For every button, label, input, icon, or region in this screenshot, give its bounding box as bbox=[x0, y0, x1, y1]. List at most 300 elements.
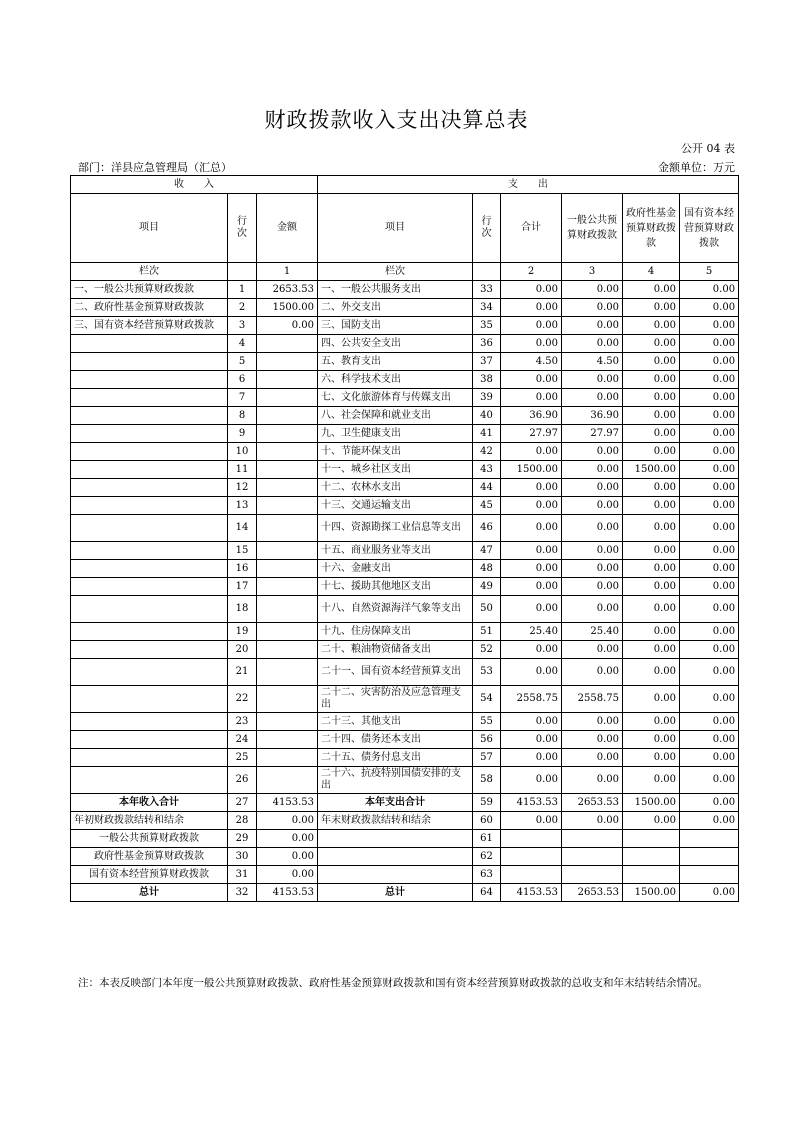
expense-total: 0.00 bbox=[501, 659, 562, 686]
expense-state-capital: 0.00 bbox=[680, 425, 739, 443]
table-row bbox=[71, 497, 739, 515]
expense-state-capital: 0.00 bbox=[680, 884, 739, 902]
expense-state-capital: 0.00 bbox=[680, 578, 739, 596]
income-row-number: 24 bbox=[228, 731, 257, 749]
table-row bbox=[71, 443, 739, 461]
income-amount bbox=[257, 623, 318, 641]
expense-fund-budget: 0.00 bbox=[623, 731, 680, 749]
income-row-number: 12 bbox=[228, 479, 257, 497]
expense-item: 二十一、国有资本经营预算支出 bbox=[318, 659, 473, 686]
income-row-number: 4 bbox=[228, 335, 257, 353]
income-amount bbox=[257, 659, 318, 686]
expense-total: 4.50 bbox=[501, 353, 562, 371]
expense-row-number: 38 bbox=[473, 371, 501, 389]
expense-fund-budget: 0.00 bbox=[623, 407, 680, 425]
income-row-number: 1 bbox=[228, 281, 257, 299]
expense-row-number: 49 bbox=[473, 578, 501, 596]
expense-fund-budget bbox=[623, 830, 680, 848]
expense-state-capital: 0.00 bbox=[680, 542, 739, 560]
income-row-number: 15 bbox=[228, 542, 257, 560]
col-index-3: 3 bbox=[562, 263, 623, 281]
expense-general-budget: 0.00 bbox=[562, 542, 623, 560]
expense-row-number: 56 bbox=[473, 731, 501, 749]
table-row bbox=[71, 425, 739, 443]
lanci-income: 栏次 bbox=[71, 263, 228, 281]
income-amount bbox=[257, 542, 318, 560]
expense-item: 二十二、灾害防治及应急管理支出 bbox=[318, 686, 473, 713]
expense-general-budget: 0.00 bbox=[562, 713, 623, 731]
department-label: 部门：洋县应急管理局（汇总） bbox=[78, 161, 232, 174]
expense-total: 0.00 bbox=[501, 731, 562, 749]
expense-state-capital: 0.00 bbox=[680, 317, 739, 335]
table-row bbox=[71, 317, 739, 335]
expense-state-capital: 0.00 bbox=[680, 497, 739, 515]
income-item bbox=[71, 749, 228, 767]
expense-item: 二十三、其他支出 bbox=[318, 713, 473, 731]
expense-row-number: 34 bbox=[473, 299, 501, 317]
income-amount: 0.00 bbox=[257, 866, 318, 884]
expense-row-number: 51 bbox=[473, 623, 501, 641]
expense-general-budget: 0.00 bbox=[562, 731, 623, 749]
expense-fund-budget: 0.00 bbox=[623, 596, 680, 623]
income-amount bbox=[257, 371, 318, 389]
expense-row-number: 55 bbox=[473, 713, 501, 731]
income-amount bbox=[257, 731, 318, 749]
expense-header: 支 出 bbox=[318, 176, 739, 194]
table-row bbox=[71, 623, 739, 641]
col-index-1: 1 bbox=[257, 263, 318, 281]
income-item bbox=[71, 515, 228, 542]
income-row-number: 19 bbox=[228, 623, 257, 641]
income-row-number: 30 bbox=[228, 848, 257, 866]
income-row-number: 7 bbox=[228, 389, 257, 407]
expense-item: 十七、援助其他地区支出 bbox=[318, 578, 473, 596]
expense-fund-budget: 0.00 bbox=[623, 443, 680, 461]
income-row-number: 18 bbox=[228, 596, 257, 623]
table-row bbox=[71, 389, 739, 407]
expense-total bbox=[501, 866, 562, 884]
income-header: 收 入 bbox=[71, 176, 318, 194]
expense-general-budget: 0.00 bbox=[562, 812, 623, 830]
expense-row-number: 52 bbox=[473, 641, 501, 659]
income-row-number: 32 bbox=[228, 884, 257, 902]
expense-row-number: 43 bbox=[473, 461, 501, 479]
income-item bbox=[71, 335, 228, 353]
expense-fund-budget: 0.00 bbox=[623, 686, 680, 713]
expense-item: 总计 bbox=[318, 884, 473, 902]
income-item bbox=[71, 578, 228, 596]
income-amount bbox=[257, 713, 318, 731]
expense-item: 二十、粮油物资储备支出 bbox=[318, 641, 473, 659]
expense-general-budget: 0.00 bbox=[562, 641, 623, 659]
table-row bbox=[71, 407, 739, 425]
expense-total: 36.90 bbox=[501, 407, 562, 425]
expense-fund-budget: 0.00 bbox=[623, 542, 680, 560]
income-amount bbox=[257, 461, 318, 479]
expense-item: 三、国防支出 bbox=[318, 317, 473, 335]
expense-row-number: 37 bbox=[473, 353, 501, 371]
expense-total: 0.00 bbox=[501, 596, 562, 623]
expense-state-capital: 0.00 bbox=[680, 515, 739, 542]
income-row-number: 26 bbox=[228, 767, 257, 794]
table-row bbox=[71, 461, 739, 479]
expense-fund-budget: 0.00 bbox=[623, 497, 680, 515]
expense-row-number: 60 bbox=[473, 812, 501, 830]
expense-general-budget: 36.90 bbox=[562, 407, 623, 425]
expense-total: 4153.53 bbox=[501, 794, 562, 812]
income-row-number: 5 bbox=[228, 353, 257, 371]
expense-total: 0.00 bbox=[501, 479, 562, 497]
table-row bbox=[71, 686, 739, 713]
expense-total: 0.00 bbox=[501, 515, 562, 542]
expense-total: 0.00 bbox=[501, 560, 562, 578]
expense-general-budget: 0.00 bbox=[562, 497, 623, 515]
total-header: 合计 bbox=[501, 194, 562, 263]
expense-general-budget: 25.40 bbox=[562, 623, 623, 641]
expense-item: 六、科学技术支出 bbox=[318, 371, 473, 389]
expense-general-budget: 0.00 bbox=[562, 371, 623, 389]
empty-cell bbox=[228, 263, 257, 281]
table-row bbox=[71, 713, 739, 731]
income-row-number: 8 bbox=[228, 407, 257, 425]
expense-item: 本年支出合计 bbox=[318, 794, 473, 812]
income-item bbox=[71, 686, 228, 713]
expense-state-capital: 0.00 bbox=[680, 812, 739, 830]
income-row-number: 17 bbox=[228, 578, 257, 596]
income-amount: 0.00 bbox=[257, 830, 318, 848]
income-amount bbox=[257, 443, 318, 461]
income-amount bbox=[257, 596, 318, 623]
expense-fund-budget: 0.00 bbox=[623, 353, 680, 371]
expense-total: 0.00 bbox=[501, 281, 562, 299]
expense-fund-budget: 0.00 bbox=[623, 812, 680, 830]
expense-total: 0.00 bbox=[501, 371, 562, 389]
income-amount bbox=[257, 578, 318, 596]
expense-general-budget: 0.00 bbox=[562, 659, 623, 686]
expense-state-capital: 0.00 bbox=[680, 560, 739, 578]
income-item bbox=[71, 542, 228, 560]
expense-row-number: 54 bbox=[473, 686, 501, 713]
expense-fund-budget: 0.00 bbox=[623, 317, 680, 335]
income-item: 政府性基金预算财政拨款 bbox=[71, 848, 228, 866]
expense-item: 二十五、债务付息支出 bbox=[318, 749, 473, 767]
income-item bbox=[71, 596, 228, 623]
expense-fund-budget: 1500.00 bbox=[623, 794, 680, 812]
table-row bbox=[71, 479, 739, 497]
expense-state-capital: 0.00 bbox=[680, 596, 739, 623]
expense-row-number: 40 bbox=[473, 407, 501, 425]
expense-total: 0.00 bbox=[501, 812, 562, 830]
column-index-row bbox=[71, 263, 739, 281]
expense-rowno-header: 行 次 bbox=[473, 194, 501, 263]
expense-fund-budget: 0.00 bbox=[623, 515, 680, 542]
header-row-2 bbox=[71, 194, 739, 263]
expense-general-budget: 0.00 bbox=[562, 443, 623, 461]
expense-state-capital: 0.00 bbox=[680, 641, 739, 659]
summary-row bbox=[71, 794, 739, 812]
expense-total: 1500.00 bbox=[501, 461, 562, 479]
income-item bbox=[71, 497, 228, 515]
expense-total: 0.00 bbox=[501, 578, 562, 596]
income-amount: 4153.53 bbox=[257, 884, 318, 902]
expense-general-budget: 2653.53 bbox=[562, 794, 623, 812]
expense-state-capital: 0.00 bbox=[680, 299, 739, 317]
income-row-number: 2 bbox=[228, 299, 257, 317]
expense-row-number: 33 bbox=[473, 281, 501, 299]
expense-item: 十、节能环保支出 bbox=[318, 443, 473, 461]
amount-header: 金额 bbox=[257, 194, 318, 263]
expense-state-capital: 0.00 bbox=[680, 686, 739, 713]
expense-general-budget: 0.00 bbox=[562, 596, 623, 623]
income-amount: 0.00 bbox=[257, 848, 318, 866]
income-rowno-header: 行 次 bbox=[228, 194, 257, 263]
expense-state-capital: 0.00 bbox=[680, 461, 739, 479]
expense-item: 五、教育支出 bbox=[318, 353, 473, 371]
expense-row-number: 63 bbox=[473, 866, 501, 884]
expense-state-capital: 0.00 bbox=[680, 713, 739, 731]
income-item bbox=[71, 659, 228, 686]
expense-state-capital: 0.00 bbox=[680, 659, 739, 686]
expense-row-number: 58 bbox=[473, 767, 501, 794]
income-item bbox=[71, 767, 228, 794]
expense-total: 0.00 bbox=[501, 767, 562, 794]
income-item bbox=[71, 461, 228, 479]
expense-fund-budget: 0.00 bbox=[623, 371, 680, 389]
expense-item: 十一、城乡社区支出 bbox=[318, 461, 473, 479]
income-row-number: 23 bbox=[228, 713, 257, 731]
income-amount: 4153.53 bbox=[257, 794, 318, 812]
income-item bbox=[71, 731, 228, 749]
state-capital-header: 国有资本经营预算财政拨款 bbox=[680, 194, 739, 263]
income-item bbox=[71, 713, 228, 731]
summary-row bbox=[71, 884, 739, 902]
expense-general-budget: 0.00 bbox=[562, 560, 623, 578]
income-amount bbox=[257, 749, 318, 767]
income-item bbox=[71, 371, 228, 389]
unit-label: 金额单位：万元 bbox=[658, 161, 735, 174]
expense-general-budget: 2653.53 bbox=[562, 884, 623, 902]
income-item: 一般公共预算财政拨款 bbox=[71, 830, 228, 848]
expense-state-capital: 0.00 bbox=[680, 623, 739, 641]
table-row bbox=[71, 371, 739, 389]
summary-row bbox=[71, 830, 739, 848]
expense-fund-budget: 0.00 bbox=[623, 713, 680, 731]
expense-state-capital: 0.00 bbox=[680, 443, 739, 461]
expense-general-budget: 0.00 bbox=[562, 389, 623, 407]
col-index-4: 4 bbox=[623, 263, 680, 281]
expense-item: 十二、农林水支出 bbox=[318, 479, 473, 497]
expense-item: 十四、资源勘探工业信息等支出 bbox=[318, 515, 473, 542]
expense-fund-budget: 0.00 bbox=[623, 578, 680, 596]
expense-total: 0.00 bbox=[501, 299, 562, 317]
expense-total: 25.40 bbox=[501, 623, 562, 641]
income-item: 三、国有资本经营预算财政拨款 bbox=[71, 317, 228, 335]
expense-item: 二、外交支出 bbox=[318, 299, 473, 317]
expense-fund-budget: 0.00 bbox=[623, 389, 680, 407]
expense-state-capital: 0.00 bbox=[680, 389, 739, 407]
expense-row-number: 57 bbox=[473, 749, 501, 767]
income-row-number: 20 bbox=[228, 641, 257, 659]
expense-state-capital: 0.00 bbox=[680, 335, 739, 353]
income-row-number: 11 bbox=[228, 461, 257, 479]
expense-total: 0.00 bbox=[501, 641, 562, 659]
income-amount: 1500.00 bbox=[257, 299, 318, 317]
expense-total: 27.97 bbox=[501, 425, 562, 443]
income-item: 二、政府性基金预算财政拨款 bbox=[71, 299, 228, 317]
expense-state-capital: 0.00 bbox=[680, 767, 739, 794]
lanci-expense: 栏次 bbox=[318, 263, 473, 281]
expense-general-budget: 0.00 bbox=[562, 479, 623, 497]
expense-total: 4153.53 bbox=[501, 884, 562, 902]
income-row-number: 27 bbox=[228, 794, 257, 812]
expense-item bbox=[318, 866, 473, 884]
expense-total: 0.00 bbox=[501, 497, 562, 515]
table-body bbox=[71, 176, 739, 902]
income-row-number: 16 bbox=[228, 560, 257, 578]
income-item bbox=[71, 641, 228, 659]
expense-state-capital: 0.00 bbox=[680, 749, 739, 767]
expense-general-budget: 27.97 bbox=[562, 425, 623, 443]
expense-fund-budget: 0.00 bbox=[623, 767, 680, 794]
expense-row-number: 53 bbox=[473, 659, 501, 686]
expense-total bbox=[501, 848, 562, 866]
income-item: 总计 bbox=[71, 884, 228, 902]
expense-row-number: 41 bbox=[473, 425, 501, 443]
income-row-number: 10 bbox=[228, 443, 257, 461]
income-row-number: 21 bbox=[228, 659, 257, 686]
expense-general-budget: 0.00 bbox=[562, 767, 623, 794]
expense-fund-budget: 0.00 bbox=[623, 659, 680, 686]
income-item: 一、一般公共预算财政拨款 bbox=[71, 281, 228, 299]
expense-item bbox=[318, 830, 473, 848]
fund-budget-header: 政府性基金预算财政拨款 bbox=[623, 194, 680, 263]
expense-general-budget: 0.00 bbox=[562, 578, 623, 596]
expense-item: 十五、商业服务业等支出 bbox=[318, 542, 473, 560]
income-item bbox=[71, 389, 228, 407]
table-row bbox=[71, 731, 739, 749]
expense-item: 十六、金融支出 bbox=[318, 560, 473, 578]
income-row-number: 6 bbox=[228, 371, 257, 389]
expense-state-capital bbox=[680, 866, 739, 884]
income-item bbox=[71, 623, 228, 641]
summary-row bbox=[71, 866, 739, 884]
expense-item: 十九、住房保障支出 bbox=[318, 623, 473, 641]
expense-row-number: 35 bbox=[473, 317, 501, 335]
expense-row-number: 50 bbox=[473, 596, 501, 623]
expense-fund-budget: 0.00 bbox=[623, 641, 680, 659]
expense-item: 八、社会保障和就业支出 bbox=[318, 407, 473, 425]
income-amount: 2653.53 bbox=[257, 281, 318, 299]
expense-row-number: 36 bbox=[473, 335, 501, 353]
expense-fund-budget: 1500.00 bbox=[623, 461, 680, 479]
expense-general-budget: 0.00 bbox=[562, 749, 623, 767]
income-row-number: 9 bbox=[228, 425, 257, 443]
expense-row-number: 46 bbox=[473, 515, 501, 542]
expense-fund-budget: 0.00 bbox=[623, 560, 680, 578]
col-index-5: 5 bbox=[680, 263, 739, 281]
expense-row-number: 62 bbox=[473, 848, 501, 866]
expense-general-budget bbox=[562, 866, 623, 884]
expense-item: 一、一般公共服务支出 bbox=[318, 281, 473, 299]
expense-fund-budget: 0.00 bbox=[623, 299, 680, 317]
expense-item: 十八、自然资源海洋气象等支出 bbox=[318, 596, 473, 623]
income-amount bbox=[257, 641, 318, 659]
income-row-number: 3 bbox=[228, 317, 257, 335]
expense-item: 年末财政拨款结转和结余 bbox=[318, 812, 473, 830]
expense-item: 十三、交通运输支出 bbox=[318, 497, 473, 515]
income-item bbox=[71, 425, 228, 443]
income-item: 本年收入合计 bbox=[71, 794, 228, 812]
expense-fund-budget: 0.00 bbox=[623, 335, 680, 353]
expense-state-capital: 0.00 bbox=[680, 794, 739, 812]
income-amount bbox=[257, 560, 318, 578]
income-row-number: 28 bbox=[228, 812, 257, 830]
table-row bbox=[71, 767, 739, 794]
expense-general-budget: 0.00 bbox=[562, 281, 623, 299]
expense-total: 0.00 bbox=[501, 317, 562, 335]
expense-item-header: 项目 bbox=[318, 194, 473, 263]
footnote: 注：本表反映部门本年度一般公共预算财政拨款、政府性基金预算财政拨款和国有资本经营预算财政拨款的总收支和年末结转结余情况。 bbox=[78, 977, 708, 989]
expense-total bbox=[501, 830, 562, 848]
expense-general-budget: 0.00 bbox=[562, 515, 623, 542]
expense-row-number: 61 bbox=[473, 830, 501, 848]
budget-table bbox=[70, 175, 739, 902]
expense-fund-budget: 1500.00 bbox=[623, 884, 680, 902]
expense-row-number: 45 bbox=[473, 497, 501, 515]
expense-item: 七、文化旅游体育与传媒支出 bbox=[318, 389, 473, 407]
table-row bbox=[71, 281, 739, 299]
header-row-1 bbox=[71, 176, 739, 194]
expense-state-capital: 0.00 bbox=[680, 353, 739, 371]
table-row bbox=[71, 596, 739, 623]
expense-item: 二十四、债务还本支出 bbox=[318, 731, 473, 749]
table-row bbox=[71, 560, 739, 578]
general-budget-header: 一般公共预算财政拨款 bbox=[562, 194, 623, 263]
expense-total: 0.00 bbox=[501, 713, 562, 731]
income-row-number: 29 bbox=[228, 830, 257, 848]
expense-total: 0.00 bbox=[501, 542, 562, 560]
income-row-number: 22 bbox=[228, 686, 257, 713]
expense-fund-budget: 0.00 bbox=[623, 623, 680, 641]
income-amount: 0.00 bbox=[257, 812, 318, 830]
form-number: 公开 04 表 bbox=[681, 142, 735, 155]
page-title: 财政拨款收入支出决算总表 bbox=[264, 108, 529, 132]
expense-fund-budget: 0.00 bbox=[623, 749, 680, 767]
expense-row-number: 59 bbox=[473, 794, 501, 812]
income-amount: 0.00 bbox=[257, 317, 318, 335]
table-row bbox=[71, 299, 739, 317]
expense-fund-budget: 0.00 bbox=[623, 281, 680, 299]
income-item bbox=[71, 479, 228, 497]
table-row bbox=[71, 659, 739, 686]
expense-general-budget: 4.50 bbox=[562, 353, 623, 371]
table-row bbox=[71, 515, 739, 542]
income-row-number: 31 bbox=[228, 866, 257, 884]
expense-fund-budget: 0.00 bbox=[623, 479, 680, 497]
expense-fund-budget: 0.00 bbox=[623, 425, 680, 443]
expense-row-number: 39 bbox=[473, 389, 501, 407]
table-row bbox=[71, 578, 739, 596]
summary-row bbox=[71, 848, 739, 866]
table-row bbox=[71, 353, 739, 371]
income-row-number: 25 bbox=[228, 749, 257, 767]
empty-cell bbox=[473, 263, 501, 281]
income-item bbox=[71, 407, 228, 425]
income-amount bbox=[257, 767, 318, 794]
table-row bbox=[71, 542, 739, 560]
table-row bbox=[71, 641, 739, 659]
table-row bbox=[71, 749, 739, 767]
